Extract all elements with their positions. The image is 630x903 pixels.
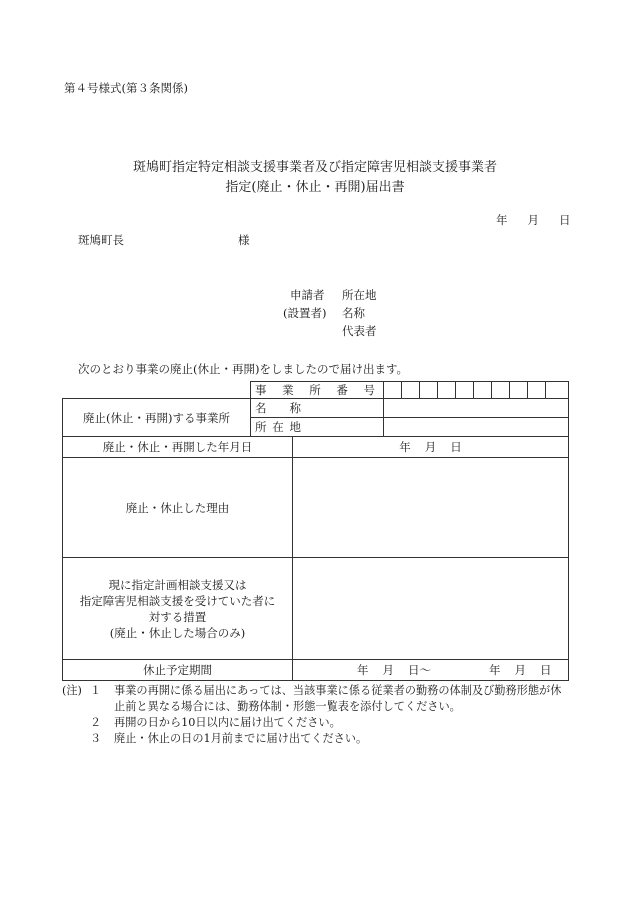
- office-number-digit-3[interactable]: [420, 382, 438, 399]
- suspension-period-value[interactable]: 年 月 日～ 年 月 日: [293, 660, 569, 681]
- note-1-continued: 止前と異なる場合には、勤務体制・形態一覧表を添付してください。: [114, 700, 461, 713]
- office-name-field[interactable]: [384, 399, 569, 418]
- date-row-value[interactable]: 年 月 日: [293, 437, 569, 458]
- applicant-label-paren: (設置者): [283, 306, 327, 320]
- office-name-label: 名 称: [251, 399, 384, 418]
- reason-field[interactable]: [293, 458, 569, 558]
- title-line-1: 斑鳩町指定特定相談支援事業者及び指定障害児相談支援事業者: [132, 160, 497, 175]
- measures-label: 現に指定計画相談支援又は 指定障害児相談支援を受けていた者に 対する措置 (廃止・休止した場合のみ): [63, 558, 293, 660]
- note-1: (注) １ 事業の再開に係る届出にあっては、当該事業に係る従業者の勤務の体制及び勤務形態が休: [62, 684, 562, 697]
- office-label: 廃止(休止・再開)する事業所: [63, 399, 251, 437]
- applicant-name-label: 名称: [342, 306, 365, 320]
- submission-date: 年 月 日: [496, 213, 571, 227]
- notification-table: [62, 381, 569, 681]
- office-number-label: 事 業 所 番 号: [251, 382, 384, 399]
- applicant-location-label: 所在地: [342, 288, 377, 302]
- office-number-digit-7[interactable]: [492, 382, 510, 399]
- office-number-digit-1[interactable]: [384, 382, 402, 399]
- suspension-period-label: 休止予定期間: [63, 660, 293, 681]
- office-number-digit-6[interactable]: [474, 382, 492, 399]
- office-address-field[interactable]: [384, 418, 569, 437]
- intro-text: 次のとおり事業の廃止(休止・再開)をしましたので届け出ます。: [78, 362, 409, 376]
- note-2: ２ 再開の日から10日以内に届け出てください。: [90, 716, 341, 729]
- applicant-representative-label: 代表者: [342, 324, 377, 338]
- office-number-digit-2[interactable]: [402, 382, 420, 399]
- date-row-label: 廃止・休止・再開した年月日: [63, 437, 293, 458]
- form-number: 第４号様式(第３条関係): [64, 81, 188, 95]
- office-number-digit-5[interactable]: [456, 382, 474, 399]
- measures-field[interactable]: [293, 558, 569, 660]
- office-number-digit-8[interactable]: [510, 382, 528, 399]
- office-number-digit-10[interactable]: [546, 382, 569, 399]
- note-3: ３ 廃止・休止の日の1月前までに届け出てください。: [90, 732, 368, 745]
- blank-corner: [63, 382, 251, 399]
- office-address-label: 所 在 地: [251, 418, 384, 437]
- office-number-digit-9[interactable]: [528, 382, 546, 399]
- office-number-digit-4[interactable]: [438, 382, 456, 399]
- applicant-label: 申請者: [290, 288, 325, 302]
- reason-label: 廃止・休止した理由: [63, 458, 293, 558]
- title-line-2: 指定(廃止・休止・再開)届出書: [225, 180, 405, 195]
- addressee: 斑鳩町長: [78, 233, 124, 247]
- addressee-suffix: 様: [238, 233, 250, 247]
- notes: [62, 683, 572, 747]
